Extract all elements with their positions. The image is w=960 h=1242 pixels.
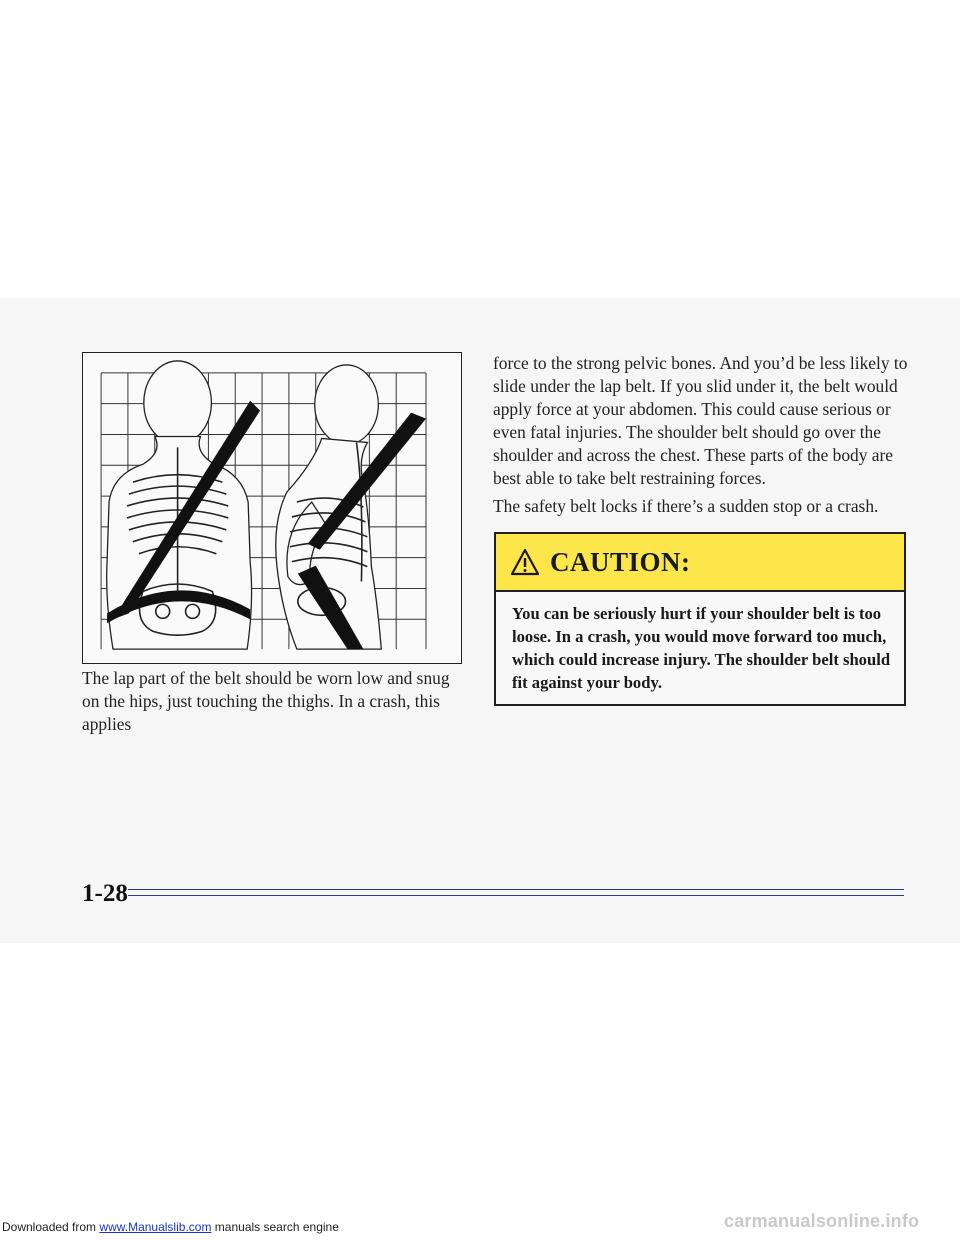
caution-box [494,532,906,706]
banner-suffix: manuals search engine [214,1220,339,1234]
caution-header [496,534,904,592]
pelvic-force-paragraph: force to the strong pelvic bones. And you’d be less likely to slide under the lap belt. If you slid under it, the belt would apply force at your abdomen. This could cause serious or even fatal injuries. The shoulder belt should go over the shoulder and across the chest. These parts of the body are best able to take belt restraining forces. [493,353,908,488]
page-number: 1-28 [82,880,128,907]
warning-triangle-icon [510,548,540,576]
watermark: carmanualsonline.info [724,1211,920,1231]
lap-belt-paragraph: The lap part of the belt should be worn low and snug on the hips, just touching the thighs. In a crash, this applies [82,668,450,734]
caution-title: CAUTION: [550,546,691,577]
manualslib-link[interactable]: www.Manualslib.com [99,1220,212,1234]
download-banner [2,1220,339,1234]
belt-locks-paragraph: The safety belt locks if there’s a sudden stop or a crash. [493,496,879,516]
caution-body: You can be seriously hurt if your shoulder belt is too loose. In a crash, you would move forward too much, which could increase injury. The shoulder belt should fit against your body. [512,604,891,692]
footer-rule [128,889,904,896]
seatbelt-figure [82,352,462,664]
banner-prefix: Downloaded from [2,1220,97,1234]
seatbelt-skeleton-illustration [83,353,461,663]
